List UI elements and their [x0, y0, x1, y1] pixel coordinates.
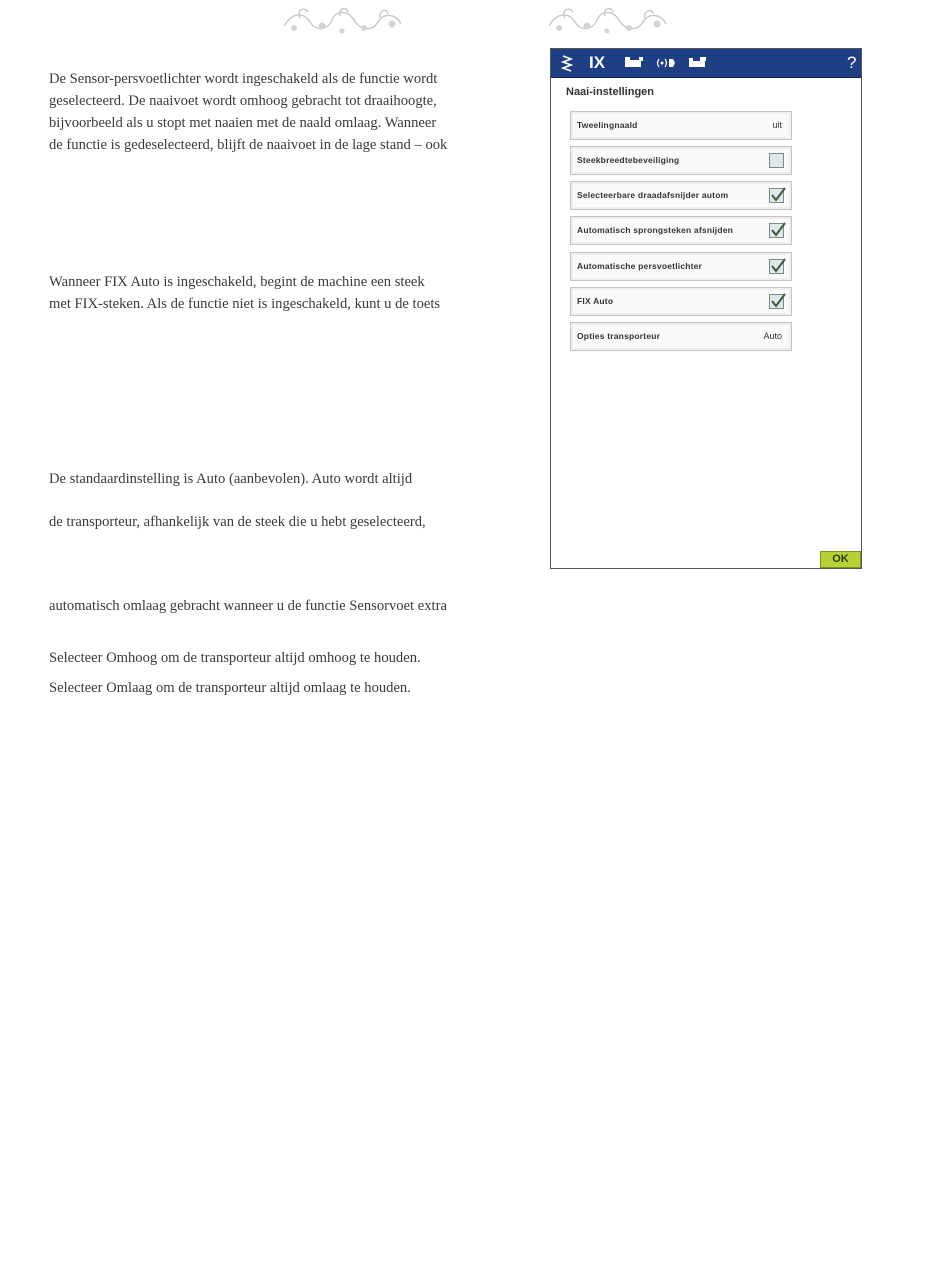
text-line: de transporteur, afhankelijk van de steek die u hebt geselecteerd, — [49, 514, 426, 530]
sound-icon[interactable] — [655, 53, 677, 73]
setting-feed-dog-options[interactable] — [570, 322, 792, 351]
checkmark-icon — [769, 256, 787, 274]
paragraph-feed-dogs — [49, 511, 529, 533]
floral-ornament-right — [545, 4, 670, 38]
checkbox-checked[interactable] — [769, 188, 784, 203]
checkbox-checked[interactable] — [769, 294, 784, 309]
text-line: de functie is gedeselecteerd, blijft de naaivoet in de lage stand – ook — [49, 137, 448, 153]
checkmark-icon — [769, 291, 787, 309]
setting-label: Tweelingnaald — [577, 120, 638, 130]
paragraph-select-down — [49, 677, 529, 699]
ok-button[interactable]: OK — [820, 551, 861, 568]
setting-label: FIX Auto — [577, 296, 614, 306]
paragraph-sensor-foot-extra — [49, 595, 529, 617]
checkbox-checked[interactable] — [769, 259, 784, 274]
help-icon[interactable]: ? — [847, 53, 857, 72]
text-line: met FIX-steken. Als de functie niet is ingeschakeld, kunt u de toets — [49, 296, 441, 312]
panel-title: Naai-instellingen — [566, 86, 655, 98]
text-line: Wanneer FIX Auto is ingeschakeld, begint de machine een steek — [49, 274, 425, 290]
setting-label: Automatische persvoetlichter — [577, 261, 703, 271]
text-line: automatisch omlaag gebracht wanneer u de functie Sensorvoet extra — [49, 598, 447, 614]
floral-ornament-left — [280, 4, 405, 38]
text-line: De standaardinstelling is Auto (aanbevolen). Auto wordt altijd — [49, 471, 413, 487]
checkmark-icon — [769, 220, 787, 238]
setting-stitch-width-safety[interactable] — [570, 146, 792, 175]
fix-icon[interactable]: IX — [589, 53, 606, 72]
setting-jump-stitch-trim[interactable] — [570, 216, 792, 245]
checkbox-checked[interactable] — [769, 223, 784, 238]
screen-toolbar — [551, 49, 861, 78]
paragraph-default-setting — [49, 468, 529, 490]
setting-label: Opties transporteur — [577, 331, 661, 341]
setting-twin-needle[interactable] — [570, 111, 792, 140]
setting-fix-auto[interactable] — [570, 287, 792, 316]
setting-auto-presser-foot-lift[interactable] — [570, 252, 792, 281]
setting-label: Automatisch sprongsteken afsnijden — [577, 225, 734, 235]
setting-auto-thread-cutter[interactable] — [570, 181, 792, 210]
setting-value: Auto — [763, 331, 782, 341]
setting-label: Selecteerbare draadafsnijder autom — [577, 190, 729, 200]
thread-cutter-icon[interactable] — [623, 53, 645, 73]
stitch-icon[interactable] — [561, 53, 573, 73]
paragraph-sensor-presser-foot — [49, 68, 529, 156]
checkbox-unchecked[interactable] — [769, 153, 784, 168]
text-line: De Sensor-persvoetlichter wordt ingeschakeld als de functie wordt — [49, 71, 438, 87]
paragraph-select-up — [49, 647, 529, 669]
checkmark-icon — [769, 185, 787, 203]
text-line: Selecteer Omhoog om de transporteur altijd omhoog te houden. — [49, 650, 421, 666]
setting-label: Steekbreedtebeveiliging — [577, 155, 680, 165]
setting-value: uit — [772, 120, 782, 130]
text-line: geselecteerd. De naaivoet wordt omhoog gebracht tot draaihoogte, — [49, 93, 437, 109]
text-line: Selecteer Omlaag om de transporteur altijd omlaag te houden. — [49, 680, 411, 696]
presser-foot-icon[interactable] — [687, 53, 709, 73]
text-line: bijvoorbeeld als u stopt met naaien met de naald omlaag. Wanneer — [49, 115, 437, 131]
sewing-settings-screen — [550, 48, 862, 569]
paragraph-fix-auto — [49, 271, 529, 315]
